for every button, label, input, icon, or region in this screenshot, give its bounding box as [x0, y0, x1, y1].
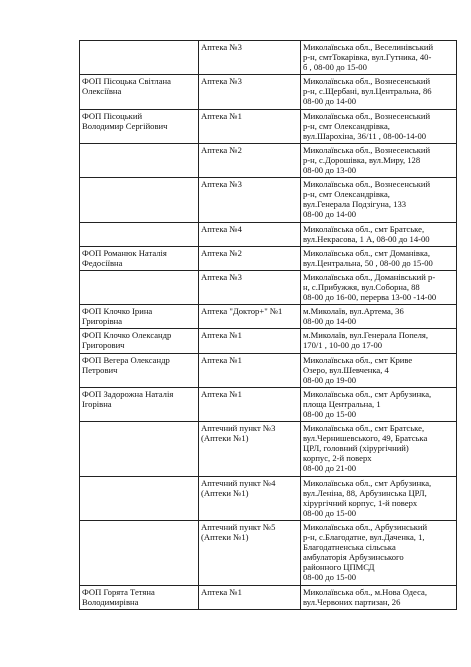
table-row — [80, 476, 457, 520]
address-line: 08-00 до 14-00 — [303, 209, 357, 220]
table-row — [80, 246, 457, 270]
pharmacy-cell — [199, 178, 301, 222]
pharmacy-line: Аптека №1 — [201, 110, 242, 121]
pharmacy-cell — [199, 387, 301, 421]
owner-cell — [80, 585, 199, 609]
owner-cell — [80, 329, 199, 353]
owner-line: Петрович — [82, 364, 118, 375]
address-line: хірургічний корпус, 1-й поверх — [303, 497, 418, 508]
address-line: Миколаївська обл., смт Доманівка, — [303, 247, 430, 258]
owner-line: ФОП Вегера Олександр — [82, 354, 170, 365]
owner-line: ФОП Горята Тетяна — [82, 586, 155, 597]
table-row — [80, 41, 457, 75]
address-line: р-н, с.Дорошівка, вул.Миру, 128 — [303, 154, 421, 165]
owner-line: Ігорівна — [82, 398, 112, 409]
address-cell — [301, 387, 457, 421]
address-line: Миколаївська обл., смт Арбузинка, — [303, 388, 432, 399]
pharmacy-table-body — [80, 41, 457, 610]
address-cell — [301, 143, 457, 177]
owner-cell — [80, 270, 199, 304]
address-line: Миколаївська обл., м.Нова Одеса, — [303, 586, 427, 597]
table-row — [80, 222, 457, 246]
address-cell — [301, 109, 457, 143]
address-line: 08-00 до 15-00 — [303, 507, 357, 518]
pharmacy-line: (Аптеки №1) — [201, 433, 249, 444]
table-row — [80, 422, 457, 476]
pharmacy-cell — [199, 270, 301, 304]
pharmacy-line: Аптека №3 — [201, 179, 242, 190]
address-line: б , 08-00 до 15-00 — [303, 62, 367, 73]
owner-cell — [80, 41, 199, 75]
pharmacy-cell — [199, 422, 301, 476]
table-row — [80, 109, 457, 143]
address-line: вул.Леніна, 88, Арбузинська ЦРЛ, — [303, 487, 427, 498]
address-line: вул.Чернишевського, 49, Братська — [303, 433, 428, 444]
pharmacy-line: Аптека №2 — [201, 247, 242, 258]
owner-line: Олексіївна — [82, 86, 122, 97]
owner-cell — [80, 143, 199, 177]
pharmacy-line: Аптека №1 — [201, 586, 242, 597]
address-line: 08-00 до 15-00 — [303, 409, 357, 419]
address-line: 08-00 до 16-00, перерва 13-00 -14-00 — [303, 292, 437, 303]
address-cell — [301, 305, 457, 329]
table-row — [80, 270, 457, 304]
address-line: Миколаївська обл., Вознесенський — [303, 179, 431, 190]
address-line: р-н, смт Олександрівка, — [303, 189, 390, 200]
address-line: Миколаївська обл., смт Криве — [303, 354, 413, 365]
address-line: 08-00 до 14-00 — [303, 96, 357, 107]
address-line: ЦРЛ, головний (хірургічний) — [303, 443, 409, 454]
pharmacy-cell — [199, 109, 301, 143]
pharmacy-cell — [199, 222, 301, 246]
address-line: р-н, с.Благодатне, вул.Даченка, 1, — [303, 532, 425, 543]
address-line: вул.Центральна, 50 , 08-00 до 15-00 — [303, 257, 433, 268]
owner-cell — [80, 246, 199, 270]
owner-cell — [80, 305, 199, 329]
address-cell — [301, 520, 457, 585]
owner-cell — [80, 476, 199, 520]
pharmacy-line: (Аптеки №1) — [201, 532, 249, 543]
address-line: Миколаївська обл., Вознесенський — [303, 144, 431, 155]
owner-cell — [80, 520, 199, 585]
owner-cell — [80, 353, 199, 387]
address-line: площа Центральна, 1 — [303, 398, 381, 409]
owner-line: ФОП Романюк Наталія — [82, 247, 167, 258]
address-line: Озеро, вул.Шевченка, 4 — [303, 364, 389, 375]
pharmacy-line: Аптека №3 — [201, 76, 242, 87]
owner-cell — [80, 387, 199, 421]
table-row — [80, 585, 457, 609]
owner-line: ФОП Клочко Ірина — [82, 306, 153, 317]
address-line: м.Миколаїв, вул.Артема, 36 — [303, 306, 404, 317]
address-line: р-н, с.Щербані, вул.Центральна, 86 — [303, 86, 432, 97]
address-cell — [301, 270, 457, 304]
owner-line: Григорович — [82, 340, 125, 351]
pharmacy-cell — [199, 143, 301, 177]
pharmacy-line: Аптечний пункт №3 — [201, 423, 276, 434]
pharmacy-table — [79, 40, 457, 610]
address-line: корпус, 2-й поверх — [303, 453, 372, 464]
pharmacy-line: Аптека №2 — [201, 144, 242, 155]
table-row — [80, 387, 457, 421]
address-cell — [301, 222, 457, 246]
address-line: вул.Генерала Подзігуна, 133 — [303, 199, 407, 210]
owner-cell — [80, 422, 199, 476]
address-cell — [301, 353, 457, 387]
owner-cell — [80, 222, 199, 246]
owner-line: Володимир Сергійович — [82, 120, 168, 131]
address-line: м.Миколаїв, вул.Генерала Попеля, — [303, 330, 428, 341]
address-line: Миколаївська обл., смт Братське, — [303, 223, 425, 234]
address-line: Миколаївська обл., Доманівський р- — [303, 271, 436, 282]
address-line: вул.Некрасова, 1 А, 08-00 до 14-00 — [303, 233, 430, 244]
address-cell — [301, 476, 457, 520]
owner-line: Володимирівна — [82, 596, 139, 607]
address-line: 08-00 до 14-00 — [303, 316, 357, 327]
address-line: н, с.Прибужжя, вул.Соборна, 88 — [303, 281, 420, 292]
owner-line: Григорівна — [82, 316, 123, 327]
address-line: 08-00 до 21-00 — [303, 463, 357, 474]
address-cell — [301, 75, 457, 109]
pharmacy-line: Аптечний пункт №5 — [201, 521, 276, 532]
pharmacy-cell — [199, 585, 301, 609]
pharmacy-line: Аптечний пункт №4 — [201, 477, 276, 488]
pharmacy-cell — [199, 520, 301, 585]
table-row — [80, 353, 457, 387]
address-line: Миколаївська обл., Веселинівський — [303, 42, 434, 52]
pharmacy-line: Аптека №1 — [201, 354, 242, 365]
address-line: р-н, смт Олександрівка, — [303, 120, 390, 131]
owner-cell — [80, 178, 199, 222]
address-line: Миколаївська обл., Вознесенський — [303, 76, 431, 87]
owner-line: ФОП Пісоцька Світлана — [82, 76, 171, 87]
table-row — [80, 305, 457, 329]
address-cell — [301, 178, 457, 222]
pharmacy-line: Аптека №4 — [201, 223, 242, 234]
pharmacy-cell — [199, 41, 301, 75]
owner-cell — [80, 109, 199, 143]
address-line: р-н, смтТокарівка, вул.Гутника, 40- — [303, 52, 432, 63]
owner-line: Федосіївна — [82, 257, 123, 268]
pharmacy-cell — [199, 246, 301, 270]
owner-cell — [80, 75, 199, 109]
pharmacy-line: Аптека №1 — [201, 388, 242, 399]
pharmacy-line: Аптека №3 — [201, 42, 242, 52]
owner-line: ФОП Клочко Олександр — [82, 330, 172, 341]
address-line: Миколаївська обл., Арбузинський — [303, 521, 428, 532]
pharmacy-line: Аптека №3 — [201, 271, 242, 282]
address-cell — [301, 329, 457, 353]
address-cell — [301, 422, 457, 476]
pharmacy-cell — [199, 75, 301, 109]
pharmacy-line: Аптека №1 — [201, 330, 242, 341]
address-line: Миколаївська обл., смт Братське, — [303, 423, 425, 434]
pharmacy-cell — [199, 329, 301, 353]
address-line: 08-00 до 13-00 — [303, 165, 357, 176]
address-line: Миколаївська обл., Вознесенський — [303, 110, 431, 121]
table-row — [80, 329, 457, 353]
table-row — [80, 178, 457, 222]
address-line: Миколаївська обл., смт Арбузинка, — [303, 477, 432, 488]
address-line: Благодатненська сільська — [303, 542, 396, 553]
address-cell — [301, 585, 457, 609]
pharmacy-cell — [199, 305, 301, 329]
address-line: вул.Шарохіна, 36/11 , 08-00-14-00 — [303, 130, 427, 141]
address-line: 170/1 , 10-00 до 17-00 — [303, 340, 383, 351]
pharmacy-line: (Аптеки №1) — [201, 487, 249, 498]
pharmacy-cell — [199, 476, 301, 520]
address-cell — [301, 41, 457, 75]
address-cell — [301, 246, 457, 270]
address-line: районного ЦПМСД — [303, 562, 375, 573]
pharmacy-line: Аптека "Доктор+" №1 — [201, 306, 283, 317]
table-row — [80, 143, 457, 177]
pharmacy-cell — [199, 353, 301, 387]
address-line: вул.Червоних партизан, 26 — [303, 596, 401, 607]
address-line: 08-00 до 19-00 — [303, 374, 357, 385]
table-row — [80, 520, 457, 585]
owner-line: ФОП Задорожна Наталія — [82, 388, 174, 399]
table-row — [80, 75, 457, 109]
owner-line: ФОП Пісоцький — [82, 110, 143, 121]
address-line: амбулаторія Арбузинського — [303, 552, 404, 563]
address-line: 08-00 до 15-00 — [303, 572, 357, 583]
